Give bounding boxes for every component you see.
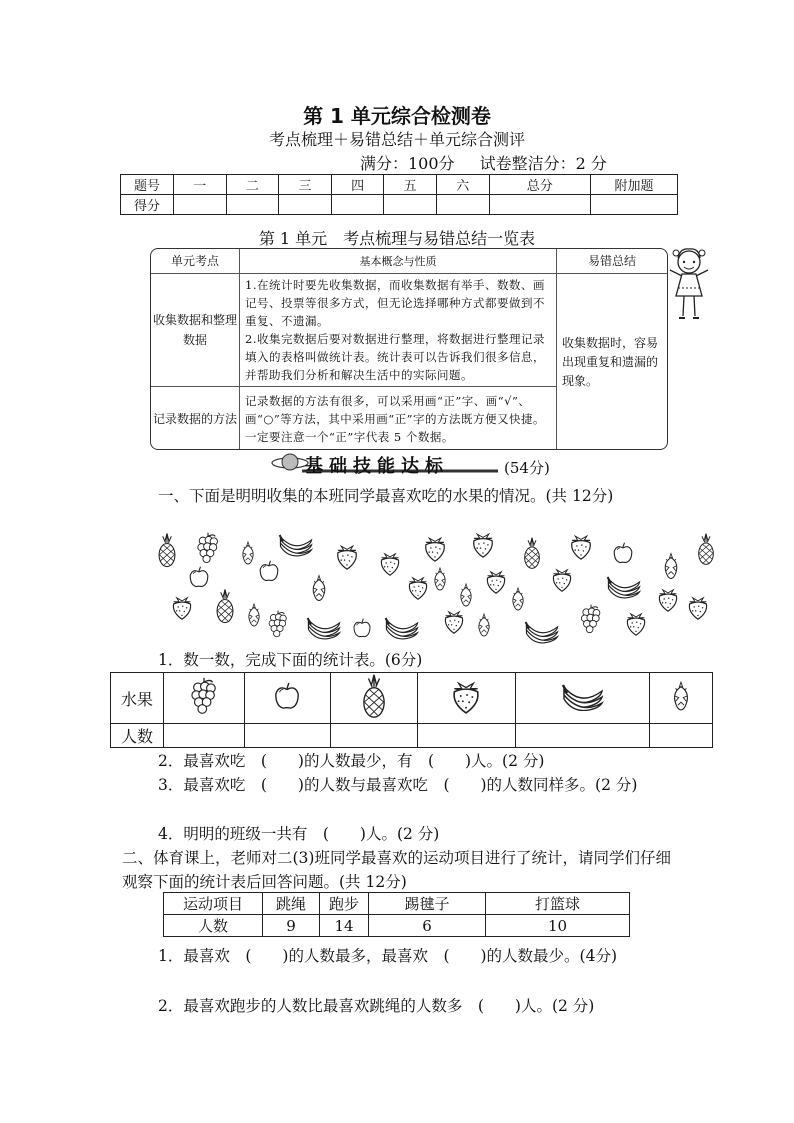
score-cell: 一 bbox=[174, 175, 227, 195]
sports-stat-table bbox=[163, 892, 630, 937]
q1-sub3: 3．最喜欢吃 ( )的人数与最喜欢吃 ( )的人数同样多。(2 分) bbox=[158, 776, 638, 794]
pineapple-icon bbox=[159, 533, 175, 566]
strawberry-icon bbox=[445, 612, 462, 633]
score-cell: 附加题 bbox=[591, 175, 678, 195]
dragonfruit-icon bbox=[243, 542, 253, 564]
summary-box bbox=[150, 248, 668, 450]
strawberry-icon bbox=[553, 570, 570, 591]
fruit-cell bbox=[331, 673, 418, 724]
dragonfruit-icon bbox=[513, 588, 523, 610]
summary-title: 第 1 单元 考点梳理与易错总结一览表 bbox=[258, 229, 536, 248]
q2-sub1: 1．最喜欢 ( )的人数最多，最喜欢 ( )的人数最少。(4分) bbox=[158, 947, 618, 965]
dragonfruit-icon bbox=[675, 682, 688, 710]
banana-icon bbox=[280, 535, 312, 556]
table-row bbox=[111, 673, 713, 724]
summary-mistake: 收集数据时，容易出现重复和遗漏的现象。 bbox=[557, 274, 668, 451]
grapes-icon bbox=[269, 611, 286, 637]
fruit-stat-table bbox=[110, 672, 713, 748]
answer-cell[interactable] bbox=[331, 724, 418, 748]
dragonfruit-icon bbox=[461, 584, 471, 606]
score-table-row bbox=[121, 195, 678, 215]
grapes-icon bbox=[581, 605, 599, 633]
sports-value: 10 bbox=[486, 915, 630, 937]
table-row bbox=[111, 724, 713, 748]
score-input-cell[interactable] bbox=[174, 195, 227, 215]
score-input-cell[interactable] bbox=[331, 195, 384, 215]
grapes-icon bbox=[192, 678, 215, 713]
answer-cell[interactable] bbox=[417, 724, 515, 748]
sports-header: 打篮球 bbox=[486, 893, 630, 915]
summary-point: 1.在统计时要先收集数据，而收集数据有举手、数数、画记号、投票等很多方式，但无论选择哪种方式都要做到不重复、不遗漏。 bbox=[245, 278, 545, 328]
q2-intro: 二、体育课上，老师对二(3)班同学最喜欢的运动项目进行了统计，请同学们仔细观察下面的统计表后回答问题。(共 12分) bbox=[122, 849, 671, 891]
page-title: 第 1 单元综合检测卷 bbox=[303, 104, 491, 128]
sports-header: 跑步 bbox=[320, 893, 369, 915]
strawberry-icon bbox=[454, 683, 478, 713]
score-input-cell[interactable] bbox=[591, 195, 678, 215]
summary-header: 基本概念与性质 bbox=[240, 249, 557, 274]
dragonfruit-icon bbox=[435, 568, 445, 590]
pineapple-icon bbox=[217, 589, 233, 622]
pineapple-icon bbox=[364, 675, 384, 717]
strawberry-icon bbox=[426, 538, 445, 561]
score-cell: 四 bbox=[331, 175, 384, 195]
grapes-icon bbox=[198, 533, 218, 563]
fruit-cell bbox=[244, 673, 331, 724]
pineapple-icon bbox=[525, 538, 540, 569]
banana-icon bbox=[386, 618, 418, 639]
score-cell: 得分 bbox=[121, 195, 174, 215]
banana-icon bbox=[563, 685, 602, 711]
summary-topic: 记录数据的方法 bbox=[151, 387, 240, 451]
answer-cell[interactable] bbox=[516, 724, 650, 748]
summary-point: 2.收集完数据后要对数据进行整理，将数据进行整理记录填入的表格叫做统计表。统计表可以告诉我们很多信息，并帮助我们分析和解决生活中的实际问题。 bbox=[245, 332, 545, 382]
dragonfruit-icon bbox=[479, 614, 489, 636]
dragonfruit-icon bbox=[249, 604, 259, 626]
score-cell: 题号 bbox=[121, 175, 174, 195]
sports-row-label: 人数 bbox=[164, 915, 263, 937]
score-input-cell[interactable] bbox=[489, 195, 590, 215]
full-score: 满分：100分 bbox=[360, 154, 455, 173]
q1-sub4: 4．明明的班级一共有 ( )人。(2 分) bbox=[158, 825, 440, 843]
apple-icon bbox=[354, 619, 370, 637]
dragonfruit-icon bbox=[313, 576, 325, 601]
fruit-picture bbox=[150, 530, 740, 645]
score-input-cell[interactable] bbox=[384, 195, 437, 215]
strawberry-icon bbox=[487, 572, 504, 593]
summary-content bbox=[240, 274, 557, 387]
sports-header: 跳绳 bbox=[263, 893, 320, 915]
score-cell: 六 bbox=[436, 175, 489, 195]
sports-header: 运动项目 bbox=[164, 893, 263, 915]
strawberry-icon bbox=[173, 598, 190, 619]
fruit-cell bbox=[417, 673, 515, 724]
score-table-row bbox=[121, 175, 678, 195]
apple-icon bbox=[614, 543, 632, 563]
fruit-cell bbox=[516, 673, 650, 724]
answer-cell[interactable] bbox=[164, 724, 245, 748]
section-banner-title: 基础技能达标 bbox=[305, 456, 449, 477]
score-table bbox=[120, 174, 678, 215]
apple-icon bbox=[260, 561, 278, 581]
page-subtitle: 考点梳理＋易错总结＋单元综合测评 bbox=[268, 130, 525, 149]
summary-topic: 收集数据和整理数据 bbox=[151, 274, 240, 387]
apple-icon bbox=[276, 683, 298, 708]
sports-value: 14 bbox=[320, 915, 369, 937]
strawberry-icon bbox=[474, 534, 493, 557]
answer-cell[interactable] bbox=[244, 724, 331, 748]
strawberry-icon bbox=[338, 546, 357, 569]
q1-sub2: 2．最喜欢吃 ( )的人数最少，有 ( )人。(2 分) bbox=[158, 752, 545, 770]
sports-header: 踢毽子 bbox=[369, 893, 486, 915]
score-cell: 三 bbox=[279, 175, 332, 195]
score-input-cell[interactable] bbox=[226, 195, 279, 215]
summary-header: 易错总结 bbox=[557, 249, 668, 274]
banana-icon bbox=[308, 618, 340, 639]
score-input-cell[interactable] bbox=[279, 195, 332, 215]
q2-sub2: 2．最喜欢跑步的人数比最喜欢跳绳的人数多 ( )人。(2 分) bbox=[158, 997, 595, 1015]
strawberry-icon bbox=[572, 536, 591, 559]
summary-content: 记录数据的方法有很多，可以采用画“正”字、画“√”、画“○”等方法，其中采用画“正”字的方法既方便又快捷。一定要注意一个“正”字代表 5 个数据。 bbox=[240, 387, 557, 451]
answer-cell[interactable] bbox=[650, 724, 713, 748]
score-input-cell[interactable] bbox=[436, 195, 489, 215]
neat-score: 试卷整洁分：2 分 bbox=[479, 154, 607, 173]
girl-mascot-icon bbox=[664, 244, 714, 324]
strawberry-icon bbox=[659, 590, 676, 611]
sports-value: 6 bbox=[369, 915, 486, 937]
sports-value: 9 bbox=[263, 915, 320, 937]
score-cell: 二 bbox=[226, 175, 279, 195]
fruit-cell bbox=[164, 673, 245, 724]
table-row bbox=[164, 893, 630, 915]
banana-icon bbox=[526, 622, 558, 643]
q1-intro: 一、下面是明明收集的本班同学最喜欢吃的水果的情况。(共 12分) bbox=[158, 487, 614, 505]
summary-table bbox=[151, 249, 667, 450]
apple-icon bbox=[190, 567, 208, 587]
strawberry-icon bbox=[627, 614, 644, 635]
table-row bbox=[164, 915, 630, 937]
score-cell: 总分 bbox=[489, 175, 590, 195]
section-banner-score: (54分) bbox=[504, 459, 550, 477]
row-label-fruit: 水果 bbox=[111, 673, 164, 724]
pineapple-icon bbox=[699, 534, 714, 565]
banana-icon bbox=[608, 577, 640, 598]
dragonfruit-icon bbox=[665, 554, 677, 579]
q1-sub1: 1．数一数，完成下面的统计表。(6分) bbox=[158, 651, 423, 669]
strawberry-icon bbox=[381, 554, 398, 575]
strawberry-icon bbox=[409, 578, 426, 599]
fruit-cell bbox=[650, 673, 713, 724]
summary-header: 单元考点 bbox=[151, 249, 240, 274]
score-info bbox=[360, 151, 627, 174]
score-cell: 五 bbox=[384, 175, 437, 195]
strawberry-icon bbox=[689, 598, 706, 619]
row-label-people: 人数 bbox=[111, 724, 164, 748]
